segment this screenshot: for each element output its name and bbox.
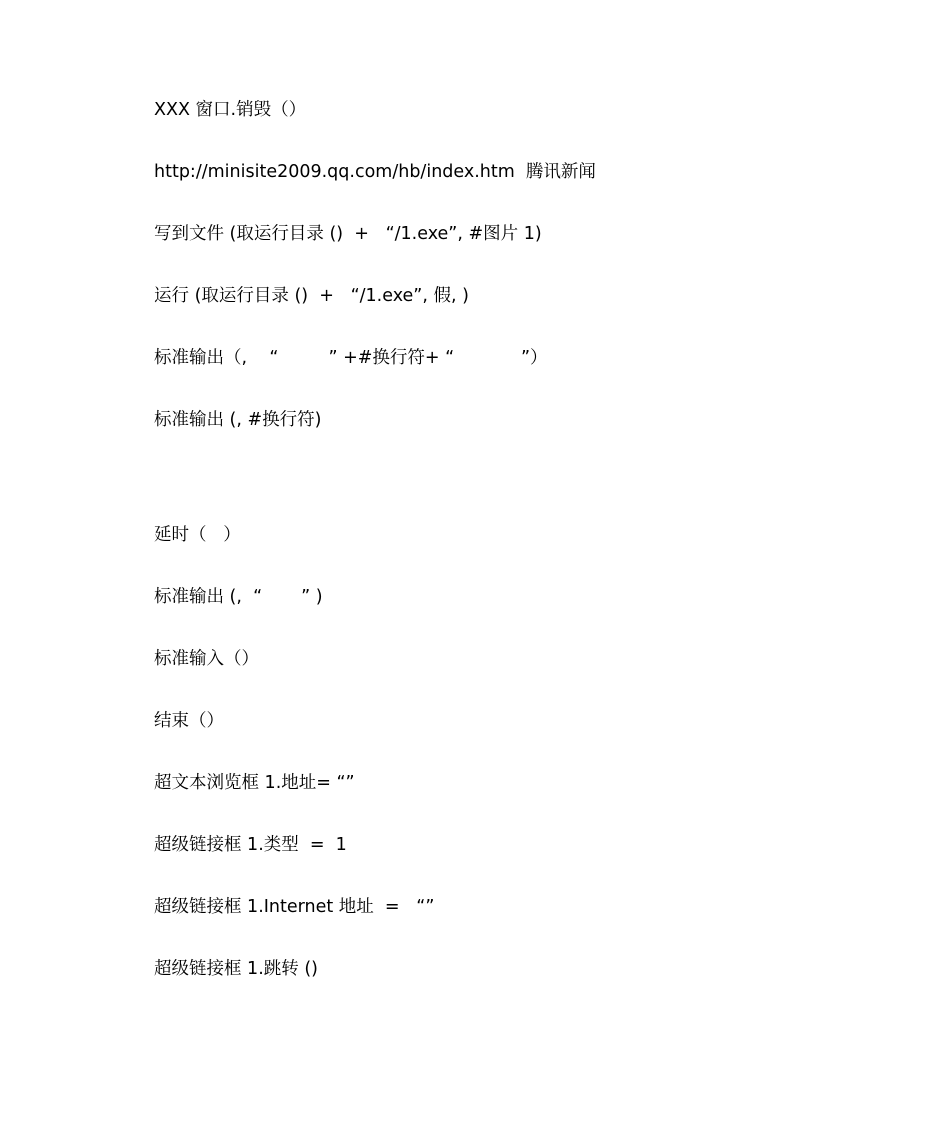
- code-line-stdout-newline-1: 标准输出（, “ ” +#换行符+ “ ”）: [154, 348, 548, 368]
- code-line-stdin: 标准输入（）: [154, 649, 259, 669]
- code-line-link-type: 超级链接框 1.类型 = 1: [154, 835, 347, 855]
- code-line-url: http://minisite2009.qq.com/hb/index.htm 腾讯新闻: [154, 162, 596, 182]
- code-line-browser-address: 超文本浏览框 1.地址= “”: [154, 773, 355, 793]
- code-line-link-address: 超级链接框 1.Internet 地址 = “”: [154, 897, 435, 917]
- code-line-window-destroy: XXX 窗口.销毁（）: [154, 100, 307, 120]
- code-line-stdout-blank: 标准输出 (, “ ” ): [154, 587, 323, 607]
- code-line-write-file: 写到文件 (取运行目录 () + “/1.exe”, #图片 1): [154, 224, 542, 244]
- code-line-delay: 延时（ ）: [154, 525, 241, 545]
- code-line-link-jump: 超级链接框 1.跳转 (): [154, 959, 318, 979]
- code-line-stdout-newline-2: 标准输出 (, #换行符): [154, 410, 322, 430]
- code-line-end: 结束（）: [154, 711, 224, 731]
- code-line-run: 运行 (取运行目录 () + “/1.exe”, 假, ): [154, 286, 469, 306]
